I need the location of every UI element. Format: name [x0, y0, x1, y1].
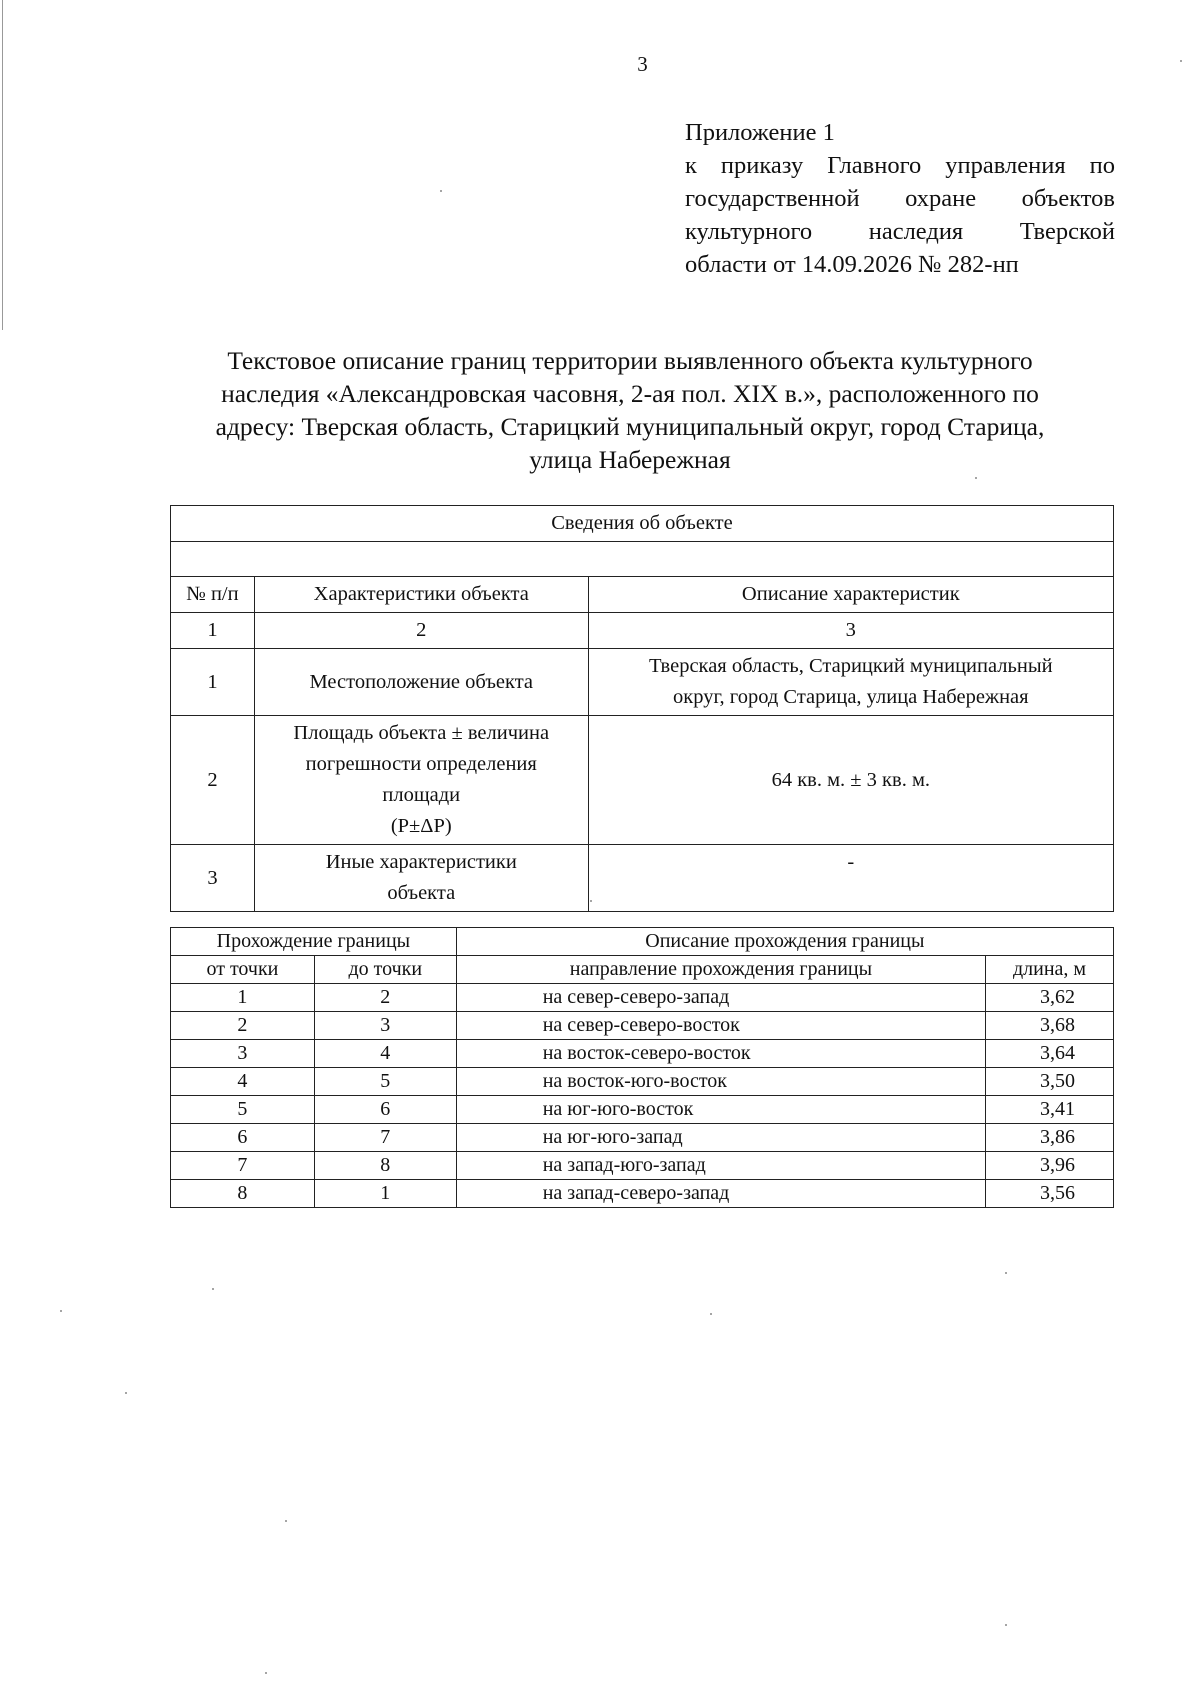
info-header-characteristic: Характеристики объекта: [254, 577, 588, 613]
cell-line: 64 кв. м. ± 3 кв. м.: [771, 768, 931, 791]
row-description: [588, 716, 1113, 845]
route-row: [171, 1152, 1114, 1180]
route-row: [171, 1124, 1114, 1152]
appendix-line: государственной охране объектов: [685, 185, 1115, 212]
route-row: [171, 1040, 1114, 1068]
scan-speck: [1180, 60, 1182, 62]
route-to-cell: 6: [314, 1096, 456, 1124]
route-row: [171, 1068, 1114, 1096]
route-table-body: [171, 984, 1114, 1208]
row-characteristic: [254, 716, 588, 845]
info-header-description: Описание характеристик: [588, 577, 1113, 613]
route-direction-cell: на юг-юго-запад: [456, 1124, 985, 1152]
row-description: [588, 649, 1113, 716]
route-to-cell: 2: [314, 984, 456, 1012]
cell-line: площади: [382, 784, 461, 806]
scan-speck: [212, 1288, 214, 1290]
cell-line: погрешности определения: [305, 753, 537, 775]
scan-speck: [590, 900, 592, 902]
row-characteristic: [254, 649, 588, 716]
route-to-cell: 4: [314, 1040, 456, 1068]
column-number: 3: [588, 613, 1113, 649]
scan-speck: [60, 1310, 62, 1312]
cell-line: -: [847, 851, 855, 873]
appendix-line: Приложение 1: [685, 119, 835, 146]
route-col-direction: направление прохождения границы: [456, 956, 985, 984]
route-col-from: от точки: [171, 956, 315, 984]
route-length-cell: 3,86: [986, 1124, 1114, 1152]
route-length-cell: 3,50: [986, 1068, 1114, 1096]
route-row: [171, 1012, 1114, 1040]
route-length-cell: 3,64: [986, 1040, 1114, 1068]
route-to-cell: 8: [314, 1152, 456, 1180]
route-length-cell: 3,41: [986, 1096, 1114, 1124]
scan-speck: [710, 1313, 712, 1315]
cell-line: Площадь объекта ± величина: [293, 722, 550, 744]
route-header-passage: Прохождение границы: [171, 928, 457, 956]
row-number: 1: [171, 649, 255, 716]
route-from-cell: 3: [171, 1040, 315, 1068]
route-from-cell: 5: [171, 1096, 315, 1124]
cell-line: Тверская область, Старицкий муниципальный: [649, 655, 1053, 677]
route-direction-cell: на восток-юго-восток: [456, 1068, 985, 1096]
info-table-caption: Сведения об объекте: [171, 506, 1114, 542]
route-direction-cell: на запад-северо-запад: [456, 1180, 985, 1208]
route-direction-cell: на север-северо-восток: [456, 1012, 985, 1040]
route-col-to: до точки: [314, 956, 456, 984]
info-table-empty-row: [171, 542, 1114, 577]
appendix-line: культурного наследия Тверской: [685, 218, 1115, 245]
scan-edge-line: [2, 0, 3, 330]
column-number: 2: [254, 613, 588, 649]
scan-speck: [125, 1392, 127, 1394]
row-number: 3: [171, 845, 255, 912]
route-length-cell: 3,68: [986, 1012, 1114, 1040]
route-col-length: длина, м: [986, 956, 1114, 984]
appendix-header: [685, 116, 1115, 281]
route-direction-cell: на север-северо-запад: [456, 984, 985, 1012]
column-number: 1: [171, 613, 255, 649]
route-row: [171, 1180, 1114, 1208]
title-line: адресу: Тверская область, Старицкий муниципальный округ, город Старица,: [215, 412, 1045, 441]
cell-line: Иные характеристики: [325, 851, 517, 873]
cell-line: Местоположение объекта: [309, 670, 534, 693]
route-direction-cell: на запад-юго-запад: [456, 1152, 985, 1180]
scan-speck: [1005, 1272, 1007, 1274]
cell-line: (P±ΔP): [390, 815, 452, 837]
info-row: [171, 845, 1114, 912]
route-row: [171, 1096, 1114, 1124]
appendix-line: к приказу Главного управления по: [685, 152, 1115, 179]
route-to-cell: 5: [314, 1068, 456, 1096]
route-to-cell: 3: [314, 1012, 456, 1040]
title-line: улица Набережная: [529, 445, 731, 474]
route-from-cell: 8: [171, 1180, 315, 1208]
route-from-cell: 1: [171, 984, 315, 1012]
title-line: наследия «Александровская часовня, 2-ая пол. XIX в.», расположенного по: [221, 379, 1039, 408]
document-title: [150, 344, 1110, 476]
scan-speck: [1005, 1624, 1007, 1626]
route-header-description: Описание прохождения границы: [456, 928, 1113, 956]
route-length-cell: 3,96: [986, 1152, 1114, 1180]
appendix-line: области от 14.09.2026 № 282-нп: [685, 251, 1019, 278]
route-length-cell: 3,56: [986, 1180, 1114, 1208]
boundary-route-table: [170, 927, 1114, 1208]
info-row: [171, 649, 1114, 716]
scan-speck: [265, 1672, 267, 1674]
route-row: [171, 984, 1114, 1012]
route-to-cell: 1: [314, 1180, 456, 1208]
route-from-cell: 2: [171, 1012, 315, 1040]
route-length-cell: 3,62: [986, 984, 1114, 1012]
route-direction-cell: на юг-юго-восток: [456, 1096, 985, 1124]
scan-speck: [285, 1520, 287, 1522]
cell-line: округ, город Старица, улица Набережная: [673, 686, 1029, 708]
cell-line: объекта: [387, 882, 456, 904]
info-header-number: № п/п: [171, 577, 255, 613]
scan-speck: [975, 477, 977, 479]
row-number: 2: [171, 716, 255, 845]
route-to-cell: 7: [314, 1124, 456, 1152]
row-characteristic: [254, 845, 588, 912]
info-row: [171, 716, 1114, 845]
route-from-cell: 4: [171, 1068, 315, 1096]
route-direction-cell: на восток-северо-восток: [456, 1040, 985, 1068]
row-description: [588, 845, 1113, 912]
route-from-cell: 6: [171, 1124, 315, 1152]
scan-speck: [440, 190, 442, 192]
object-info-table: [170, 505, 1114, 912]
route-from-cell: 7: [171, 1152, 315, 1180]
page-number: 3: [637, 52, 648, 76]
title-line: Текстовое описание границ территории выявленного объекта культурного: [227, 346, 1033, 375]
